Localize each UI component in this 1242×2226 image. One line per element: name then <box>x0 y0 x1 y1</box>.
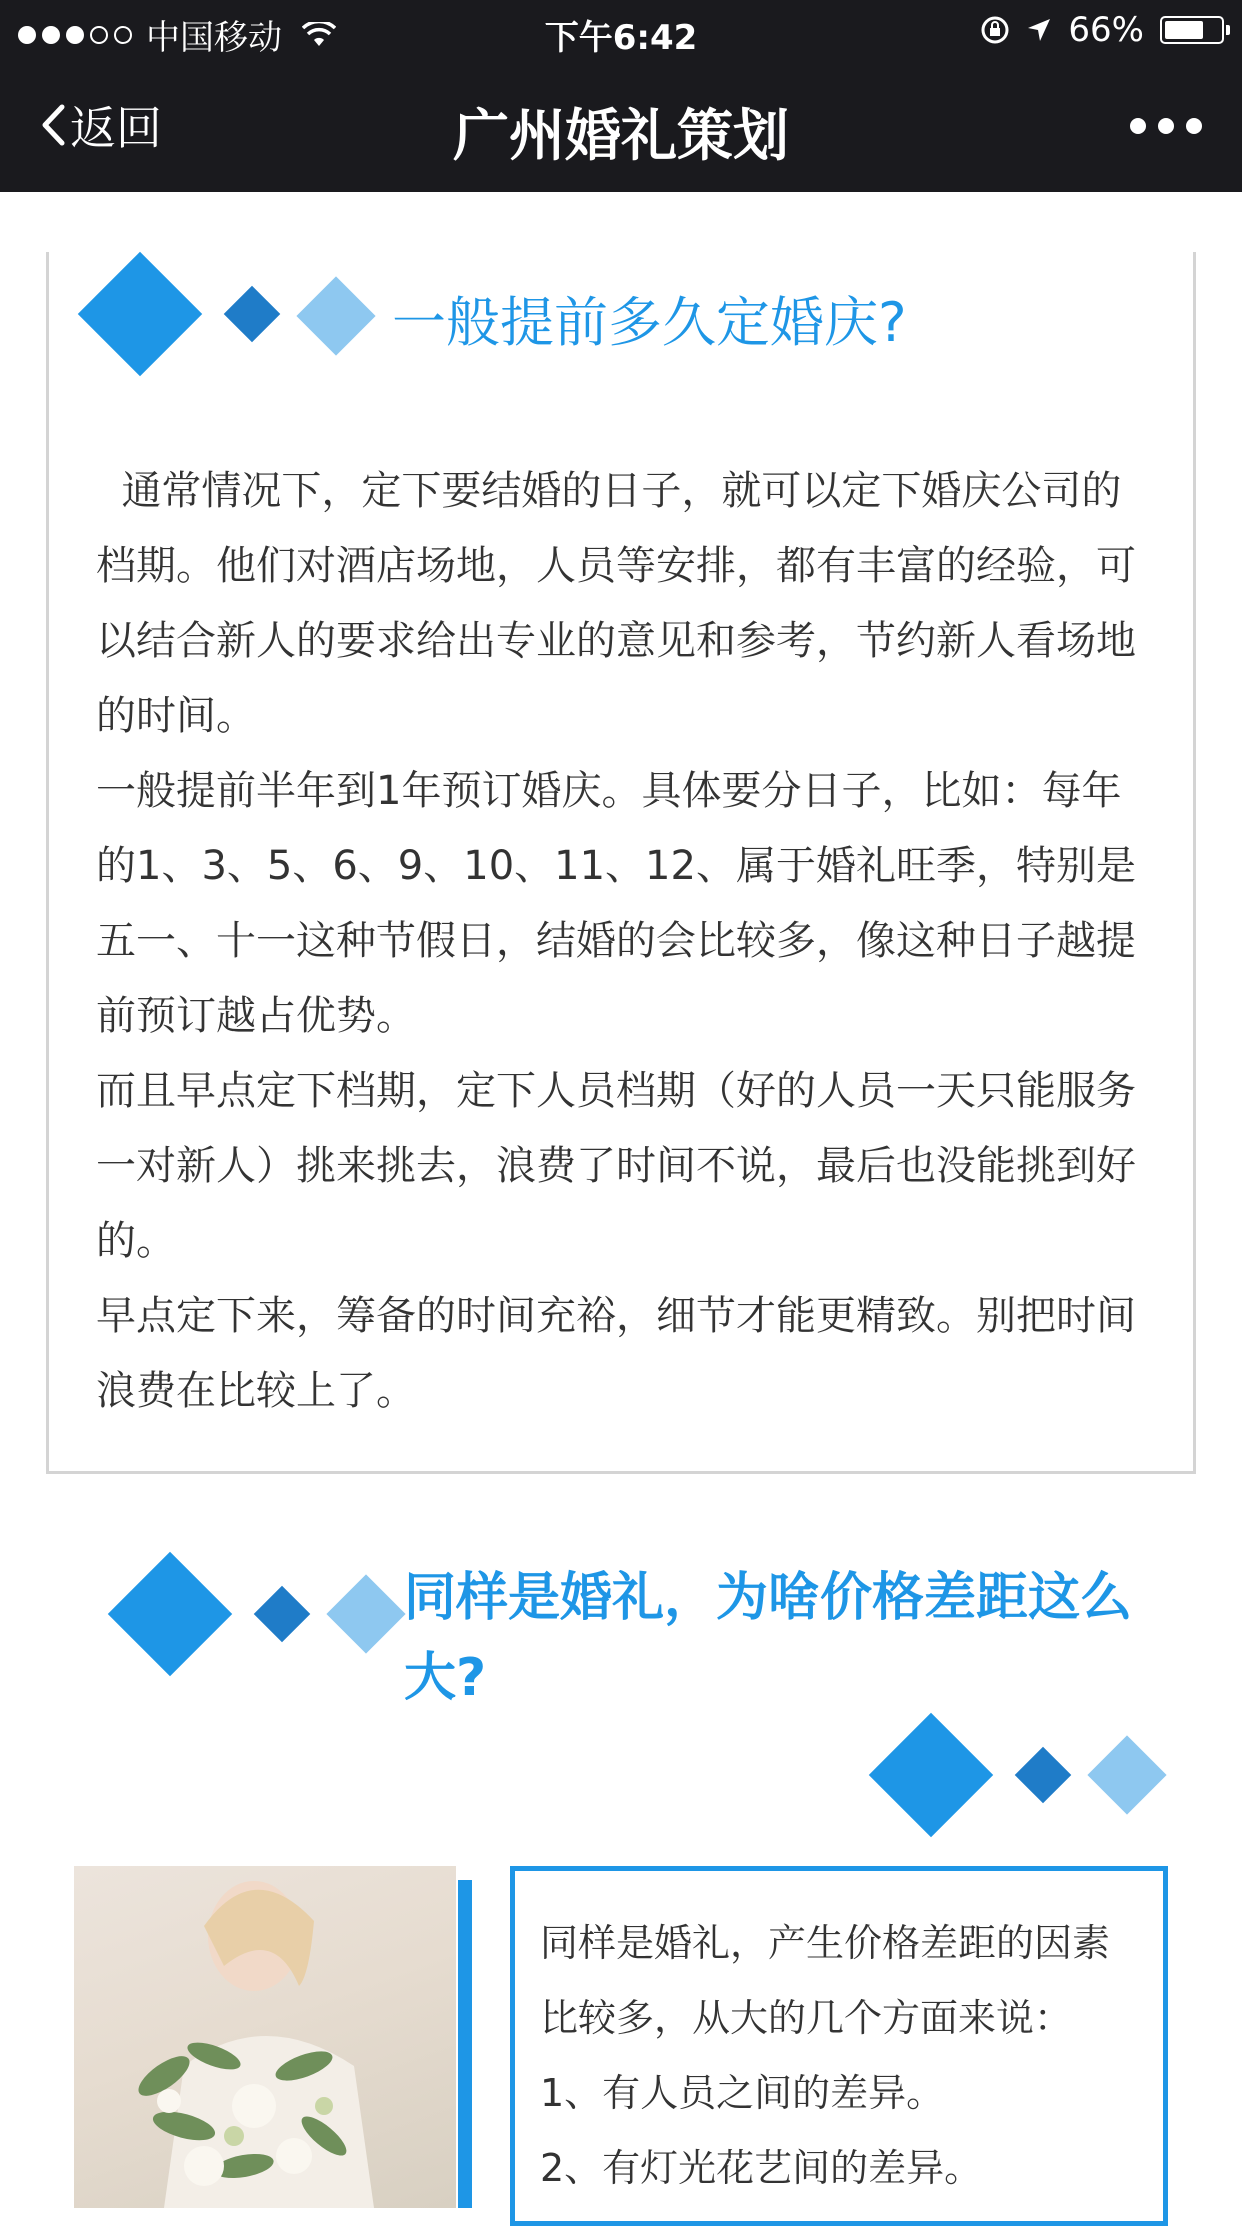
section-title: 同样是婚礼，为啥价格差距这么大? <box>404 1568 1133 1708</box>
bride-bouquet-illustration <box>74 1866 456 2208</box>
status-time: 下午6:42 <box>544 18 698 58</box>
paragraph: 而且早点定下档期，定下人员档期（好的人员一天只能服务一对新人）挑来挑去，浪费了时间不说，最后也没能挑到好的。 <box>96 1068 1136 1264</box>
more-dots-icon[interactable] <box>1130 118 1202 134</box>
navigation-bar <box>0 62 1242 192</box>
status-right <box>980 10 1224 50</box>
paragraph: 同样是婚礼，产生价格差距的因素比较多，从大的几个方面来说： <box>540 1921 1111 2040</box>
battery-percent: 66% <box>1068 10 1144 50</box>
battery-icon <box>1160 16 1224 44</box>
decor-diamond-large <box>108 1552 232 1676</box>
battery-fill <box>1165 21 1203 39</box>
section-body <box>540 1906 1140 2206</box>
paragraph: 通常情况下，定下要结婚的日子，就可以定下婚庆公司的档期。他们对酒店场地，人员等安排，都有丰富的经验，可以结合新人的要求给出专业的意见和参考，节约新人看场地的时间。 <box>96 468 1136 739</box>
paragraph: 一般提前半年到1年预订婚庆。具体要分日子，比如：每年的1、3、5、6、9、10、11、12、属于婚礼旺季，特别是五一、十一这种节假日，结婚的会比较多，像这种日子越提前预订越占优势。 <box>96 768 1136 1039</box>
status-bar <box>0 0 1242 62</box>
page-title: 广州婚礼策划 <box>453 104 789 169</box>
accent-bar <box>458 1880 472 2208</box>
decor-diamond-small <box>1015 1747 1072 1804</box>
rotation-lock-icon <box>980 15 1010 45</box>
bride-photo <box>74 1866 456 2208</box>
location-arrow-icon <box>1026 17 1052 43</box>
carrier-name: 中国移动 <box>146 18 282 58</box>
decor-diamond-light <box>326 1574 405 1653</box>
paragraph: 早点定下来，筹备的时间充裕，细节才能更精致。别把时间浪费在比较上了。 <box>96 1293 1136 1414</box>
section-body <box>96 454 1156 1429</box>
decor-diamond-small <box>254 1586 311 1643</box>
paragraph: 2、有灯光花艺间的差异。 <box>540 2146 983 2190</box>
section-title: 一般提前多久定婚庆? <box>392 291 907 354</box>
decor-diamond-light <box>1087 1735 1166 1814</box>
decor-diamond-large <box>869 1713 993 1837</box>
paragraph: 1、有人员之间的差异。 <box>540 2071 945 2115</box>
back-label: 返回 <box>70 101 162 155</box>
